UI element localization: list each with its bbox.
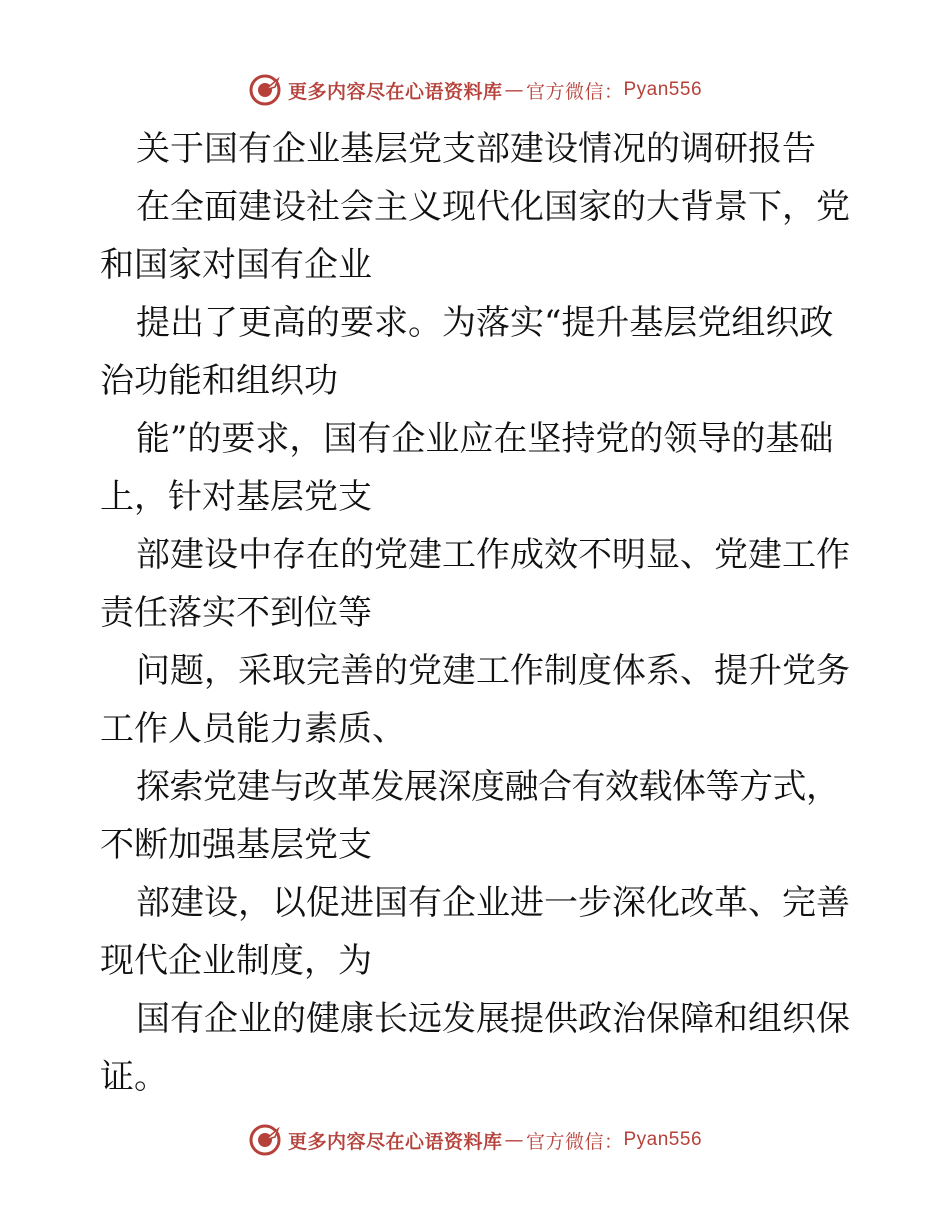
paragraph-line: 提出了更高的要求。为落实“提升基层党组织政 — [136, 303, 834, 343]
brand-logo-icon — [248, 1123, 282, 1157]
document-title: 关于国有企业基层党支部建设情况的调研报告 — [136, 129, 816, 169]
paragraph-line: 上，针对基层党支 — [100, 477, 372, 517]
paragraph-line: 工作人员能力素质、 — [100, 709, 406, 749]
banner-separator: — — [504, 79, 524, 101]
paragraph-line: 治功能和组织功 — [100, 361, 338, 401]
paragraph-line: 探索党建与改革发展深度融合有效载体等方式， — [136, 767, 840, 807]
paragraph-line: 不断加强基层党支 — [100, 825, 372, 865]
banner-wechat-label: 官方微信： — [525, 1130, 624, 1153]
paragraph-line: 现代企业制度，为 — [100, 941, 372, 981]
banner-wechat-id: Pyan556 — [623, 1129, 703, 1150]
document-body — [100, 120, 860, 1106]
paragraph-line: 国有企业的健康长远发展提供政治保障和组织保 — [136, 999, 850, 1039]
banner-main-text: 更多内容尽在心语资料库 — [287, 80, 503, 103]
header-banner — [0, 72, 950, 108]
paragraph-line: 问题，采取完善的党建工作制度体系、提升党务 — [136, 651, 850, 691]
paragraph-line: 部建设中存在的党建工作成效不明显、党建工作 — [136, 535, 850, 575]
banner-wechat-label: 官方微信： — [525, 80, 624, 103]
paragraph-line: 责任落实不到位等 — [100, 593, 372, 633]
paragraph-line: 证。 — [100, 1057, 168, 1097]
banner-wechat-id: Pyan556 — [623, 79, 703, 100]
paragraph-line: 部建设，以促进国有企业进一步深化改革、完善 — [136, 883, 850, 923]
paragraph-line: 和国家对国有企业 — [100, 245, 372, 285]
footer-banner — [0, 1122, 950, 1158]
brand-logo-icon — [248, 73, 282, 107]
banner-separator: — — [504, 1129, 524, 1151]
paragraph-line: 能”的要求，国有企业应在坚持党的领导的基础 — [136, 419, 834, 459]
paragraph-line: 在全面建设社会主义现代化国家的大背景下，党 — [136, 187, 850, 227]
banner-main-text: 更多内容尽在心语资料库 — [287, 1130, 503, 1153]
